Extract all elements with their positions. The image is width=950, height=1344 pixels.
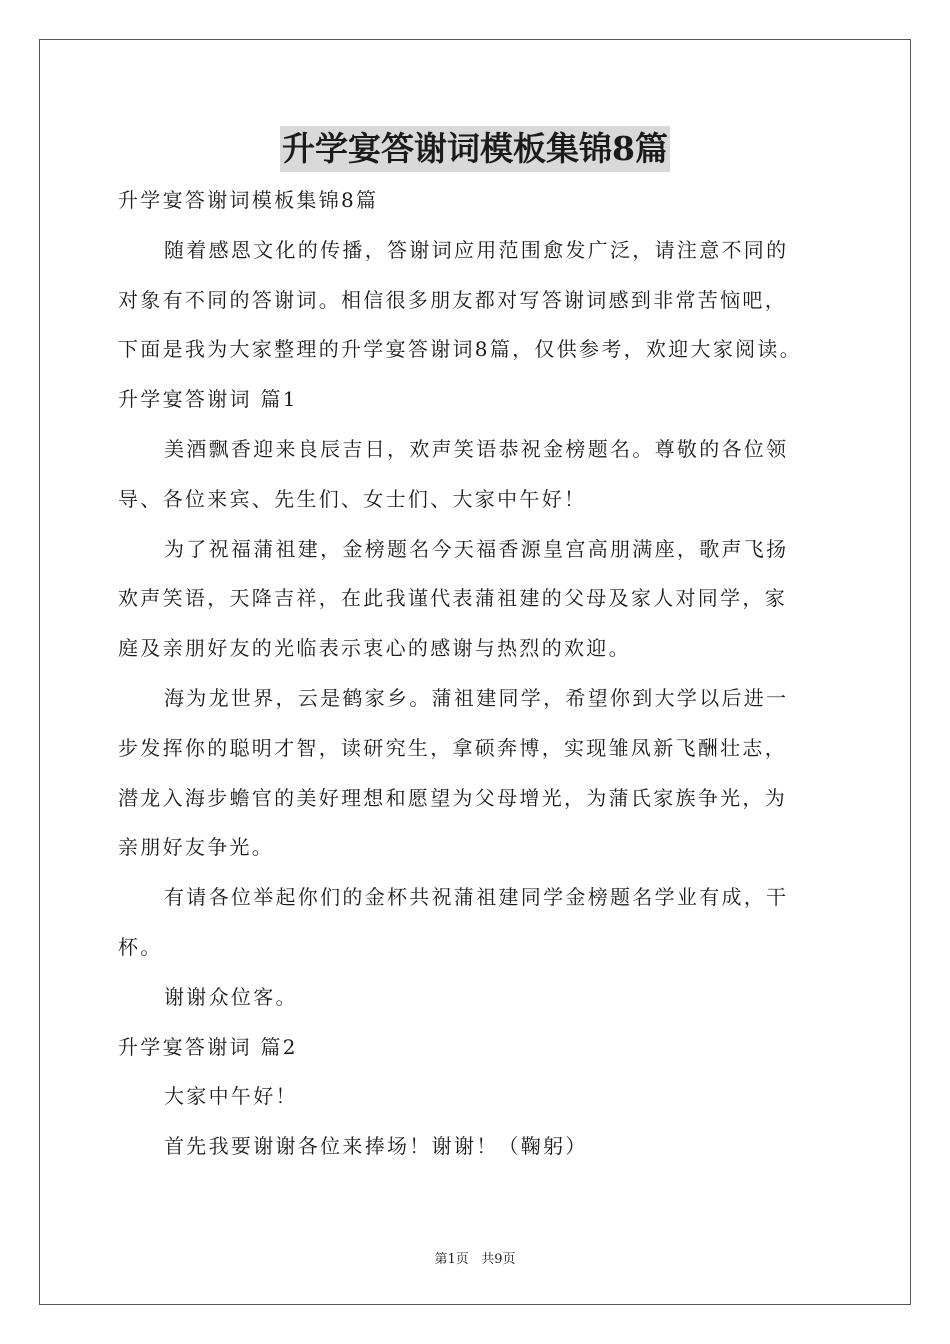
text-line: 升学宴答谢词 篇1 xyxy=(118,387,298,412)
text-line: 亲朋好友争光。 xyxy=(118,835,275,860)
text-line: 大家中午好！ xyxy=(164,1084,298,1109)
document-body xyxy=(118,176,848,1172)
text-line: 潜龙入海步蟾官的美好理想和愿望为父母增光，为蒲氏家族争光，为 xyxy=(118,785,787,810)
text-line: 导、各位来宾、先生们、女士们、大家中午好！ xyxy=(118,486,587,511)
text-line: 首先我要谢谢各位来捧场！谢谢！（鞠躬） xyxy=(164,1134,588,1159)
text-line: 庭及亲朋好友的光临表示衷心的感谢与热烈的欢迎。 xyxy=(118,636,631,661)
text-line: 随着感恩文化的传播，答谢词应用范围愈发广泛，请注意不同的 xyxy=(164,237,789,262)
text-line: 为了祝福蒲祖建，金榜题名今天福香源皇宫高朋满座，歌声飞扬 xyxy=(164,536,789,561)
title-area xyxy=(0,126,950,172)
text-line: 海为龙世界，云是鹤家乡。蒲祖建同学，希望你到大学以后进一 xyxy=(164,685,789,710)
text-line: 杯。 xyxy=(118,934,163,959)
text-line: 有请各位举起你们的金杯共祝蒲祖建同学金榜题名学业有成，干 xyxy=(164,885,789,910)
text-line: 步发挥你的聪明才智，读研究生，拿硕奔博，实现雏凤新飞酬壮志， xyxy=(118,735,787,760)
page-number: 第1页 xyxy=(434,1252,469,1267)
page-footer xyxy=(0,1248,950,1267)
document-title: 升学宴答谢词模板集锦8篇 xyxy=(280,126,670,172)
text-line: 升学宴答谢词 篇2 xyxy=(118,1034,298,1059)
page-total: 共9页 xyxy=(481,1252,516,1267)
text-line: 欢声笑语，天降吉祥，在此我谨代表蒲祖建的父母及家人对同学，家 xyxy=(118,586,787,611)
text-line: 美酒飘香迎来良辰吉日，欢声笑语恭祝金榜题名。尊敬的各位领 xyxy=(164,436,789,461)
text-line: 谢谢众位客。 xyxy=(164,984,298,1009)
text-line: 升学宴答谢词模板集锦8篇 xyxy=(118,188,379,212)
text-line: 对象有不同的答谢词。相信很多朋友都对写答谢词感到非常苦恼吧， xyxy=(118,287,787,312)
text-line: 下面是我为大家整理的升学宴答谢词8篇，仅供参考，欢迎大家阅读。 xyxy=(118,337,803,362)
